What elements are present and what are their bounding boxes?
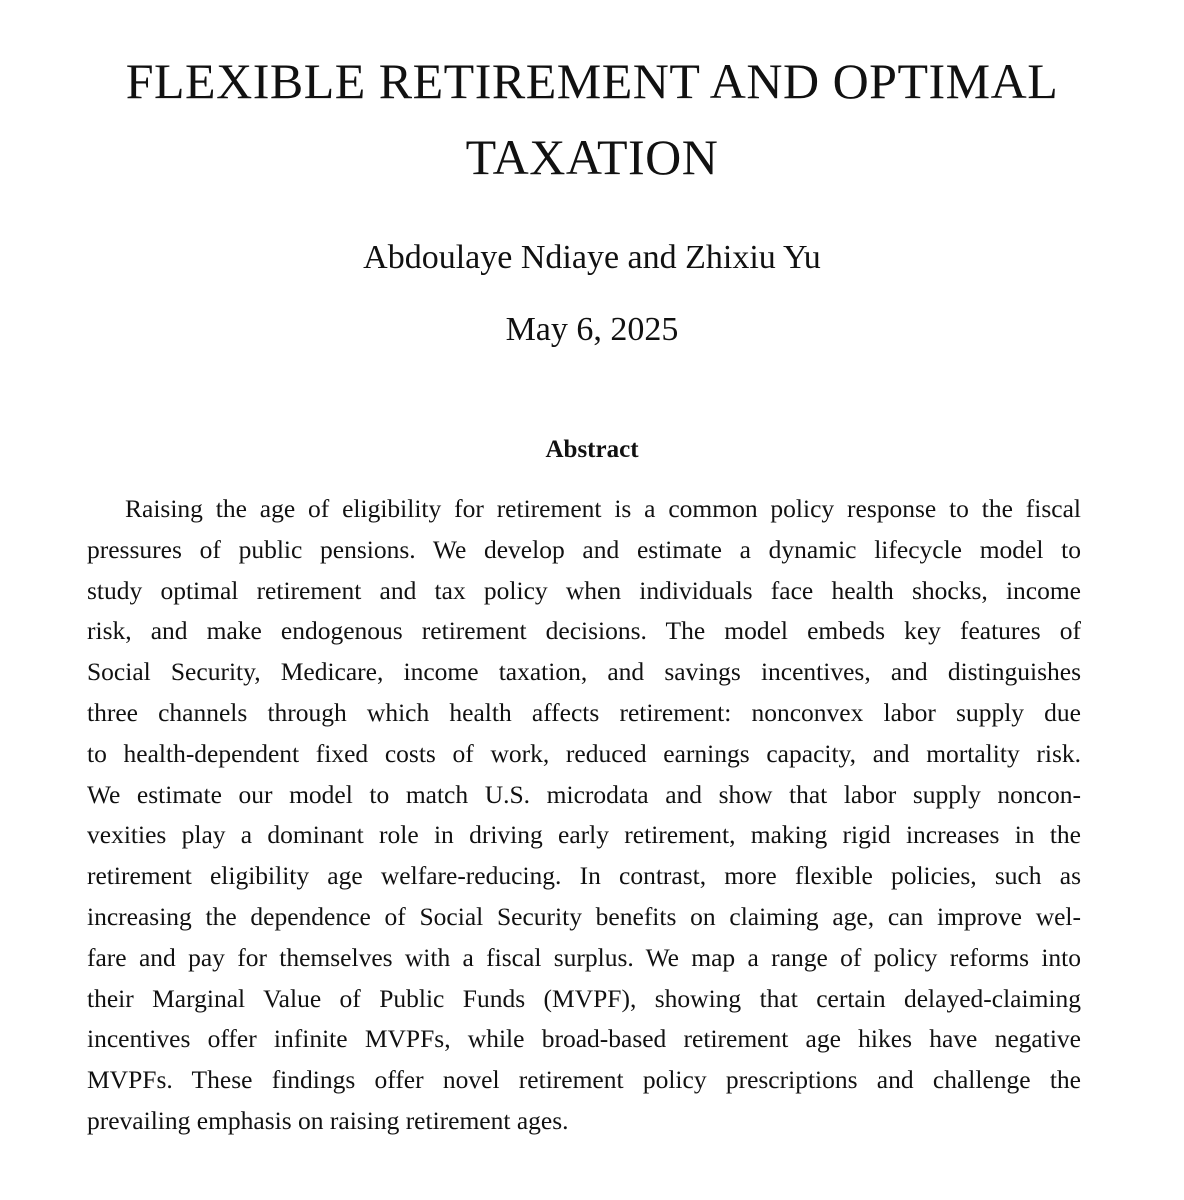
abstract-line: to health-dependent fixed costs of work, reduced earnings capacity, and mortality risk. <box>87 738 1081 768</box>
abstract-line: study optimal retirement and tax policy when individuals face health shocks, income <box>87 575 1081 605</box>
abstract-line: retirement eligibility age welfare-reducing. In contrast, more flexible policies, such as <box>87 861 1081 891</box>
abstract-line: risk, and make endogenous retirement decisions. The model embeds key features of <box>87 616 1081 646</box>
paper-title-line-2: TAXATION <box>465 129 719 185</box>
abstract-line: Raising the age of eligibility for retirement is a common policy response to the fiscal <box>125 494 1081 523</box>
abstract-line: three channels through which health affects retirement: nonconvex labor supply due <box>87 697 1081 727</box>
abstract-line: pressures of public pensions. We develop and estimate a dynamic lifecycle model to <box>87 534 1081 564</box>
abstract-line: increasing the dependence of Social Security benefits on claiming age, can improve wel- <box>87 901 1081 931</box>
abstract-line: their Marginal Value of Public Funds (MVPF), showing that certain delayed-claiming <box>87 983 1081 1013</box>
abstract-body <box>87 489 1081 1142</box>
abstract-line: fare and pay for themselves with a fiscal surplus. We map a range of policy reforms into <box>87 942 1081 972</box>
paper-title-line-1: FLEXIBLE RETIREMENT AND OPTIMAL <box>125 53 1059 109</box>
abstract-line: MVPFs. These findings offer novel retirement policy prescriptions and challenge the <box>87 1065 1081 1095</box>
abstract-line: prevailing emphasis on raising retirement ages. <box>87 1105 569 1135</box>
abstract-line: Social Security, Medicare, income taxation, and savings incentives, and distinguishes <box>87 657 1081 687</box>
paper-date: May 6, 2025 <box>505 311 679 348</box>
abstract-line: vexities play a dominant role in driving early retirement, making rigid increases in the <box>87 820 1081 850</box>
abstract-line: We estimate our model to match U.S. microdata and show that labor supply noncon- <box>87 779 1081 809</box>
abstract-line: incentives offer infinite MVPFs, while broad-based retirement age hikes have negative <box>87 1024 1081 1054</box>
abstract-heading: Abstract <box>545 436 639 463</box>
paper-authors: Abdoulaye Ndiaye and Zhixiu Yu <box>363 239 821 276</box>
